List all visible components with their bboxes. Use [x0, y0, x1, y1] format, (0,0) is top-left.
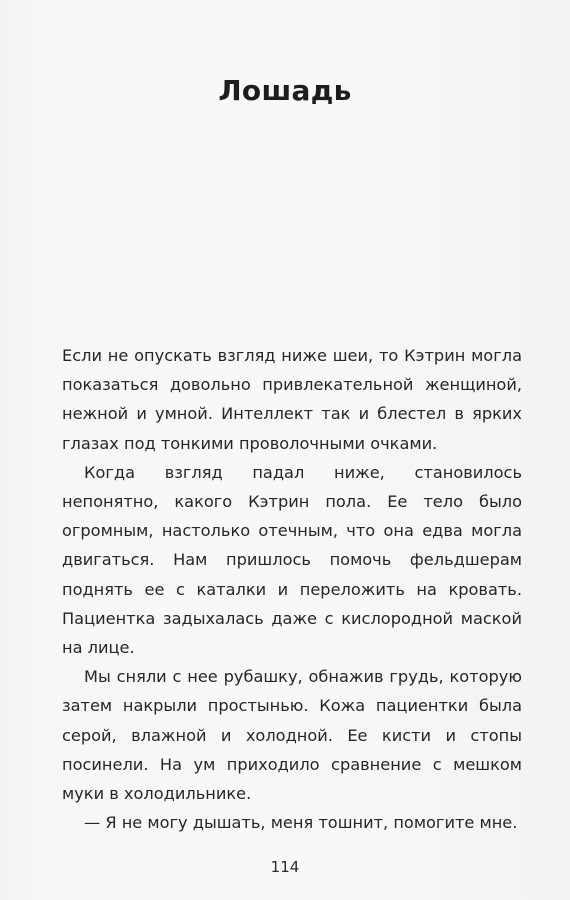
paragraph-3: Мы сняли с нее рубашку, обнажив грудь, которую затем накрыли простынью. Кожа пациентки была серой, влажной и холодной. Ее кисти и стопы посинели. На ум приходило сравнение с мешком муки в холодильнике. — [62, 667, 522, 804]
page-number: 114 — [270, 858, 300, 876]
body-text — [62, 341, 522, 837]
chapter-title: Лошадь — [218, 74, 352, 107]
paragraph-2: Когда взгляд падал ниже, становилось непонятно, какого Кэтрин пола. Ее тело было огромным, настолько отечным, что она едва могла двигаться. Нам пришлось помочь фельдшерам поднять ее с каталки и переложить на кровать. Пациентка задыхалась даже с кислородной маской на лице. — [62, 462, 522, 658]
paragraph-1: Если не опускать взгляд ниже шеи, то Кэтрин могла показаться довольно привлекательной женщиной, нежной и умной. Интеллект так и блестел в ярких глазах под тонкими проволочными очками. — [62, 346, 522, 453]
paragraph-4: — Я не могу дышать, меня тошнит, помогите мне. — [84, 813, 518, 833]
